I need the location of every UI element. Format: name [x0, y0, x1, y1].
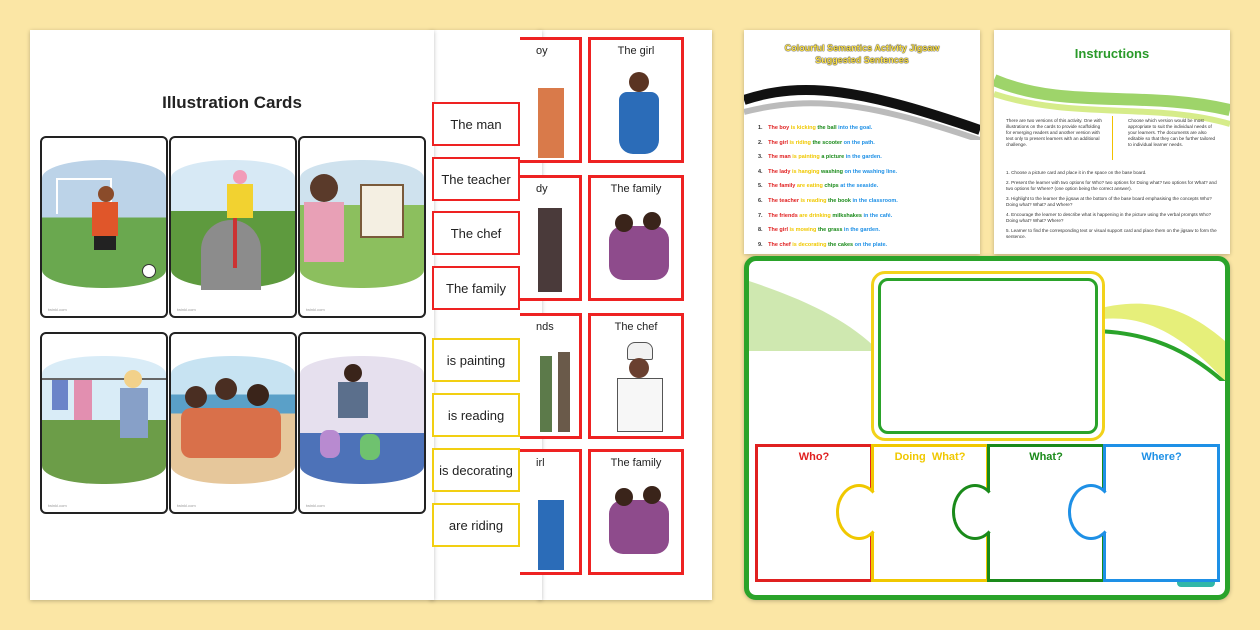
football-scene [42, 160, 166, 288]
sentence-row [758, 242, 887, 248]
illustration-cards-sheet [30, 30, 434, 600]
picture-card-label: The family [610, 183, 662, 195]
sentence-what: a picture [821, 154, 846, 161]
sentence-what: chips [824, 183, 841, 190]
jigsaw-knob-doing [836, 484, 882, 540]
figure-shape [540, 356, 552, 432]
sentence-who: The man [768, 154, 793, 161]
sentence-number: 9. [758, 241, 765, 248]
sentence-who: The lady [768, 168, 792, 175]
sentence-doing: are eating [796, 183, 825, 190]
sentence-who: The girl [768, 139, 790, 146]
sentence-row [758, 169, 897, 175]
picture-card-label: The chef [614, 321, 658, 333]
sentence-what: milkshakes [832, 212, 864, 219]
card-footer: twinkl.com [306, 503, 325, 508]
sentence-number: 2. [758, 139, 765, 146]
sentence-doing: is reading [800, 198, 829, 204]
sentence-what: the grass [817, 227, 844, 234]
instruction-step: 3. Highlight to the learner the jigsaw at the bottom of the base board emphasising the concepts Who? Doing what? What? and Where? [1006, 196, 1212, 207]
sentences-title-line2: Suggested Sentences [815, 55, 909, 65]
scooter-scene [171, 160, 295, 288]
sentence-number: 5. [758, 183, 765, 190]
sentence-doing: is painting [792, 154, 822, 161]
picture-card-label: The girl [617, 45, 655, 57]
jigsaw-knob-what [952, 484, 998, 540]
sentence-who: The friends [768, 212, 800, 219]
figure-shape [538, 88, 564, 158]
picture-card-partial-4[interactable] [520, 449, 582, 575]
sentence-where: in the café. [863, 212, 893, 219]
jigsaw-label-who: Who? [798, 451, 830, 463]
instructions-title: Instructions [1074, 46, 1150, 61]
girl-figure [603, 66, 669, 152]
illustration-card-beach-family[interactable] [169, 332, 297, 514]
picture-card-label: dy [536, 183, 548, 195]
instructions-sheet [994, 30, 1230, 254]
beach-family-scene [171, 356, 295, 484]
sentence-doing: is hanging [791, 168, 821, 175]
picture-card-label: oy [536, 45, 548, 57]
sentence-where: in the classroom. [852, 198, 898, 204]
instruction-step: 5. Learner to find the corresponding text or visual support card and place them on the jigsaw to form the sentence. [1006, 228, 1217, 239]
picture-card-the-chef[interactable] [588, 313, 684, 439]
sentence-number: 8. [758, 227, 765, 234]
family-figure [603, 478, 669, 564]
jigsaw-where[interactable] [1103, 444, 1220, 582]
sentence-row [758, 183, 878, 189]
sentence-where: in the garden. [845, 154, 882, 161]
family-figure [603, 204, 669, 290]
sentence-doing: is decorating [792, 241, 829, 248]
figure-shape [538, 208, 562, 292]
sentence-number: 7. [758, 212, 765, 219]
sentence-number: 1. [758, 125, 765, 131]
instructions-col1: There are two versions of this activity. One with illustrations on the cards to provide scaffolding for emerging readers and another version with text only to present learners with an additional challenge. [1006, 118, 1102, 147]
painting-scene [300, 160, 424, 288]
instruction-step: 2. Present the learner with two options for Who? two options for Doing what? two options for What? and two options for Where? (one option being the correct answer). [1006, 180, 1217, 191]
instructions-col2: Choose which version would be most appropriate to suit the individual needs of your learners. The documents are also editable so that they can be further tailored to individual learner needs. [1128, 118, 1216, 147]
card-footer: twinkl.com [306, 307, 325, 312]
sentence-row [758, 213, 892, 219]
figure-shape [538, 500, 564, 570]
sentence-who: The chef [768, 241, 793, 248]
sentence-what: washing [821, 168, 845, 175]
illustration-cards-title: Illustration Cards [162, 93, 302, 112]
sentence-where: into the goal. [838, 125, 873, 131]
sentence-number: 4. [758, 168, 765, 175]
word-card-4[interactable]: The family [432, 266, 520, 310]
picture-card-label: The family [610, 457, 662, 469]
picture-card-partial-1[interactable] [520, 37, 582, 163]
jigsaw-knob-where [1068, 484, 1114, 540]
sentence-who: The family [768, 183, 797, 190]
sentences-title [744, 42, 980, 66]
illustration-card-scooter[interactable] [169, 136, 297, 318]
sentence-doing: are drinking [799, 212, 833, 219]
sentence-where: at the seaside. [840, 183, 879, 190]
sentence-number: 6. [758, 198, 765, 204]
card-footer: twinkl.com [177, 307, 196, 312]
sentences-title-line1: Colourful Semantics Activity Jigsaw [784, 43, 940, 53]
sentence-where: on the plate. [854, 241, 888, 248]
classroom-scene [300, 356, 424, 484]
instruction-step: 4. Encourage the learner to describe what is happening in the picture using the verbal prompts Who? Doing what? What? Where? [1006, 212, 1212, 223]
sentence-doing: is riding [789, 139, 813, 146]
illustration-card-washing[interactable] [40, 332, 168, 514]
illustration-card-painting[interactable] [298, 136, 426, 318]
word-card-5[interactable]: is painting [432, 338, 520, 382]
illustration-card-classroom[interactable] [298, 332, 426, 514]
sentence-who: The teacher [768, 198, 801, 204]
word-card-2[interactable]: The teacher [432, 157, 520, 201]
sentence-row [758, 140, 875, 146]
sentence-who: The boy [768, 125, 791, 131]
sentence-row [758, 154, 882, 160]
jigsaw-label-where: Where? [1141, 451, 1182, 463]
sentence-row [758, 125, 872, 131]
washing-scene [42, 356, 166, 484]
card-footer: twinkl.com [177, 503, 196, 508]
picture-card-label: irl [536, 457, 545, 469]
picture-card-partial-2[interactable] [520, 175, 582, 301]
card-footer: twinkl.com [48, 307, 67, 312]
figure-shape [558, 352, 570, 432]
sentence-who: The girl [768, 227, 790, 234]
word-card-1[interactable]: The man [432, 102, 520, 146]
instruction-step: 1. Choose a picture card and place it in the space on the base board. [1006, 170, 1147, 175]
sentence-what: the cakes [828, 241, 855, 248]
illustration-card-football[interactable] [40, 136, 168, 318]
picture-card-the-girl[interactable] [588, 37, 684, 163]
word-card-8[interactable]: are riding [432, 503, 520, 547]
sentence-what: the book [828, 198, 853, 204]
picture-card-the-family[interactable] [588, 175, 684, 301]
picture-drop-zone[interactable] [871, 271, 1105, 441]
jigsaw-label-doing-what: Doing What? [894, 451, 966, 463]
card-footer: twinkl.com [48, 503, 67, 508]
sentence-what: the ball [817, 125, 839, 131]
sentence-row [758, 227, 880, 233]
sentence-doing: is kicking [790, 125, 818, 131]
sentence-where: on the washing line. [844, 168, 898, 175]
chef-figure [603, 342, 669, 428]
word-card-3[interactable]: The chef [432, 211, 520, 255]
jigsaw-label-what: What? [1029, 451, 1063, 463]
word-card-6[interactable]: is reading [432, 393, 520, 437]
sentence-what: the scooter [812, 139, 844, 146]
sentence-doing: is mowing [789, 227, 818, 234]
sentence-number: 3. [758, 154, 765, 161]
sentence-where: in the garden. [843, 227, 880, 234]
sentence-row [758, 198, 898, 204]
sentence-where: on the path. [843, 139, 875, 146]
picture-card-partial-3[interactable] [520, 313, 582, 439]
instructions-steps [1006, 170, 1218, 244]
picture-card-label: nds [536, 321, 554, 333]
picture-card-the-family-2[interactable] [588, 449, 684, 575]
instructions-divider [1112, 116, 1113, 160]
word-card-7[interactable]: is decorating [432, 448, 520, 492]
